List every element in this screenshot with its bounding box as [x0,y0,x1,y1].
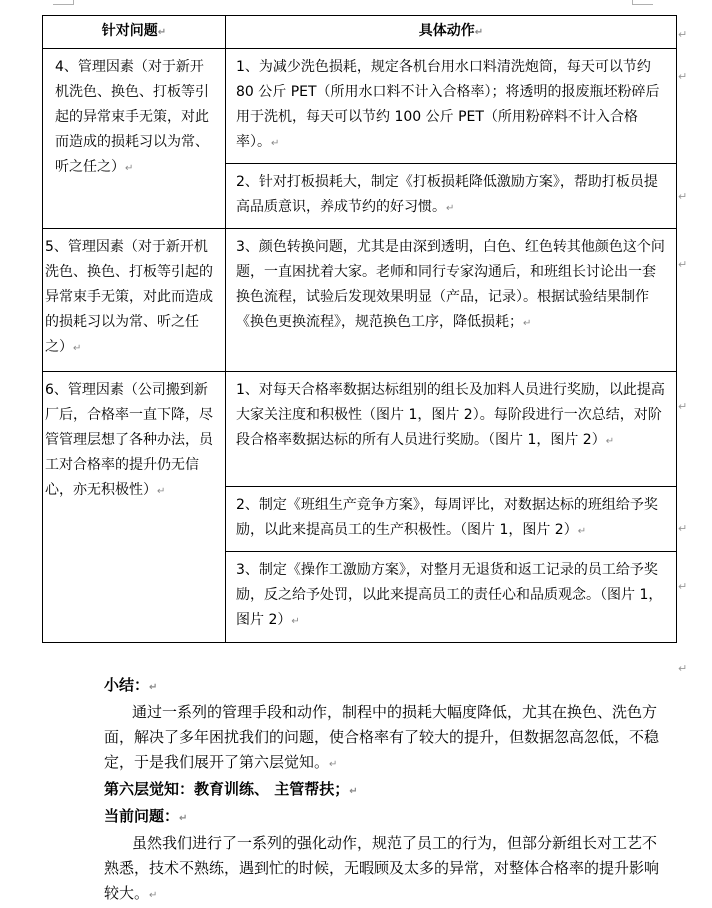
action-cell: 2、制定《班组生产竞争方案》，每周评比，对数据达标的班组给予奖励，以此来提高员工的生产积极性。（图片 1，图片 2）↵ [226,487,677,552]
row-end-mark: ↵ [678,580,688,593]
action-cell: 3、制定《操作工激励方案》，对整月无退货和返工记录的员工给予奖励，反之给予处罚，以此来提高员工的责任心和品质观念。（图片 1，图片 2）↵ [226,552,677,643]
header-action: 具体动作↵ [226,16,677,49]
table-row [43,49,677,164]
table-row [43,372,677,487]
action-cell: 2、针对打板损耗大，制定《打板损耗降低激励方案》，帮助打板员提高品质意识，养成节约的好习惯。↵ [226,164,677,229]
row-end-mark: ↵ [678,28,688,41]
header-problem: 针对问题↵ [43,16,226,49]
row-end-mark: ↵ [678,70,688,83]
current-problem-heading: 当前问题：↵ [104,807,188,825]
table-header-row [43,16,677,49]
crop-mark-right [632,0,653,5]
row-end-mark: ↵ [678,400,688,413]
table-row [43,229,677,372]
crop-mark-left [53,0,74,5]
problem-cell: 5、管理因素（对于新开机洗色、换色、打板等引起的异常束手无策，对此而造成的损耗习以为常、听之任之）↵ [43,229,226,372]
row-end-mark: ↵ [678,662,688,675]
action-cell: 1、为减少洗色损耗，规定各机台用水口料清洗炮筒，每天可以节约 80 公斤 PET（所用水口料不计入合格率）；将透明的报废瓶坯粉碎后用于洗机，每天可以节约 100 公斤 PET（所用粉碎料不计入合格率）。↵ [226,49,677,164]
row-end-mark: ↵ [678,190,688,203]
action-cell: 1、对每天合格率数据达标组别的组长及加料人员进行奖励，以此提高大家关注度和积极性（图片 1，图片 2）。每阶段进行一次总结，对阶段合格率数据达标的所有人员进行奖励。（图片 1，图片 2）↵ [226,372,677,487]
level6-heading: 第六层觉知：教育训练、 主管帮扶；↵ [104,780,358,798]
summary-paragraph: 通过一系列的管理手段和动作，制程中的损耗大幅度降低，尤其在换色、洗色方面，解决了多年困扰我们的问题，使合格率有了较大的提升，但数据忽高忽低，不稳定，于是我们展开了第六层觉知。↵ [104,703,660,771]
action-cell: 3、颜色转换问题，尤其是由深到透明，白色、红色转其他颜色这个问题，一直困扰着大家。老师和同行专家沟通后，和班组长讨论出一套换色流程，试验后发现效果明显（产品，记录）。根据试验结果制作《换色更换流程》，规范换色工序，降低损耗；↵ [226,229,677,372]
problem-cell: 6、管理因素（公司搬到新厂后，合格率一直下降，尽管管理层想了各种办法，员工对合格率的提升仍无信心，亦无积极性）↵ [43,372,226,643]
row-end-mark: ↵ [678,522,688,535]
row-end-mark: ↵ [678,258,688,271]
problem-cell: 4、管理因素（对于新开机洗色、换色、打板等引起的异常束手无策，对此而造成的损耗习以为常、听之任之）↵ [43,49,226,229]
summary-heading: 小结：↵ [104,676,158,694]
current-problem-paragraph: 虽然我们进行了一系列的强化动作，规范了员工的行为，但部分新组长对工艺不熟悉，技术不熟练，遇到忙的时候，无暇顾及太多的异常，对整体合格率的提升影响较大。↵ [104,834,660,902]
body-text [104,673,664,908]
action-table [42,15,677,643]
